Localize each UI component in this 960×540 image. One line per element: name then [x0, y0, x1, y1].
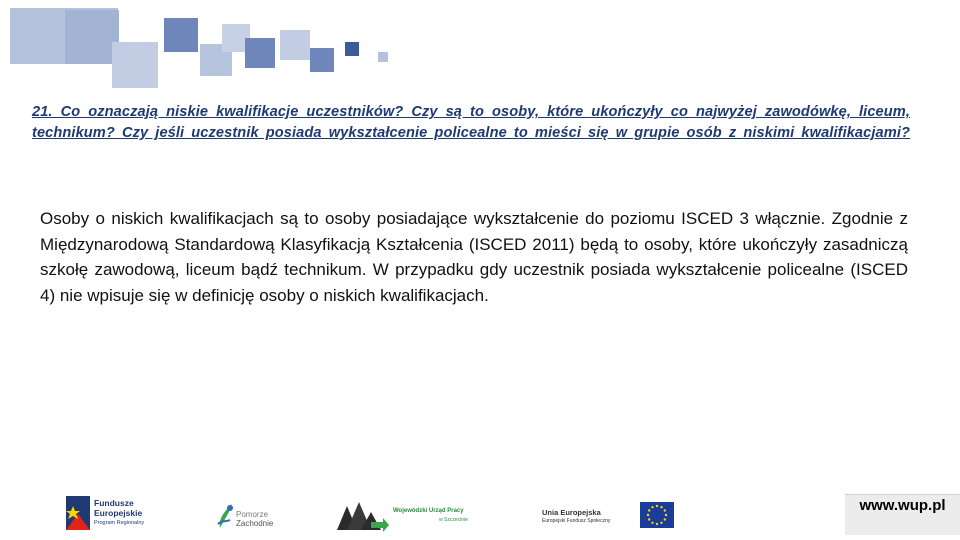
pomorze-zachodnie-icon: [216, 500, 236, 530]
answer-text: Osoby o niskich kwalifikacjach są to osoby posiadające wykształcenie do poziomu ISCED 3 włącznie. Zgodnie z Międzynarodową Standardową Klasyfikacją Kształcenia (ISCED 2011) będą to osoby, które ukończyły zasadniczą szkołę zawodową, liceum bądź technikum. W przypadku gdy uczestnik posiada wykształcenie policealne (ISCED 4) nie wpisuje się w definicję osoby o niskich kwalifikacjach.: [40, 209, 908, 305]
question-text: 21. Co oznaczają niskie kwalifikacje uczestników? Czy są to osoby, które ukończyły co najwyżej zawodówkę, liceum, technikum? Czy jeśli uczestnik posiada wykształcenie policealne to mieści się w grupie osób z niskimi kwalifikacjami?: [32, 104, 910, 141]
fundusze-line1: Fundusze: [94, 498, 134, 508]
deco-square: [164, 18, 198, 52]
deco-square: [280, 30, 310, 60]
wup-line1: Wojewódzki Urząd Pracy: [393, 508, 464, 514]
deco-square: [310, 48, 334, 72]
ue-line2: Europejski Fundusz Społeczny: [542, 518, 611, 524]
fundusze-europejskie-icon: [66, 496, 90, 530]
pomorze-line2: Zachodnie: [236, 519, 274, 528]
wup-line2: w Szczecinie: [439, 517, 468, 523]
website-url[interactable]: www.wup.pl: [845, 494, 960, 535]
logo-unia-europejska: [540, 490, 680, 538]
logo-fundusze-europejskie: [64, 490, 174, 538]
deco-square: [345, 42, 359, 56]
deco-square: [378, 52, 388, 62]
pomorze-line1: Pomorze: [236, 510, 269, 519]
wup-mountains-icon: [337, 500, 389, 534]
logo-pomorze-zachodnie: [214, 490, 284, 538]
eu-flag-icon: [640, 502, 674, 528]
logo-bar: [0, 490, 960, 540]
deco-square: [65, 10, 119, 64]
deco-square: [245, 38, 275, 68]
deco-square: [112, 42, 158, 88]
ue-line1: Unia Europejska: [542, 508, 601, 517]
fundusze-line2: Europejskie: [94, 508, 143, 518]
fundusze-line3: Program Regionalny: [94, 520, 145, 526]
logo-wup-szczecin: [335, 490, 485, 538]
